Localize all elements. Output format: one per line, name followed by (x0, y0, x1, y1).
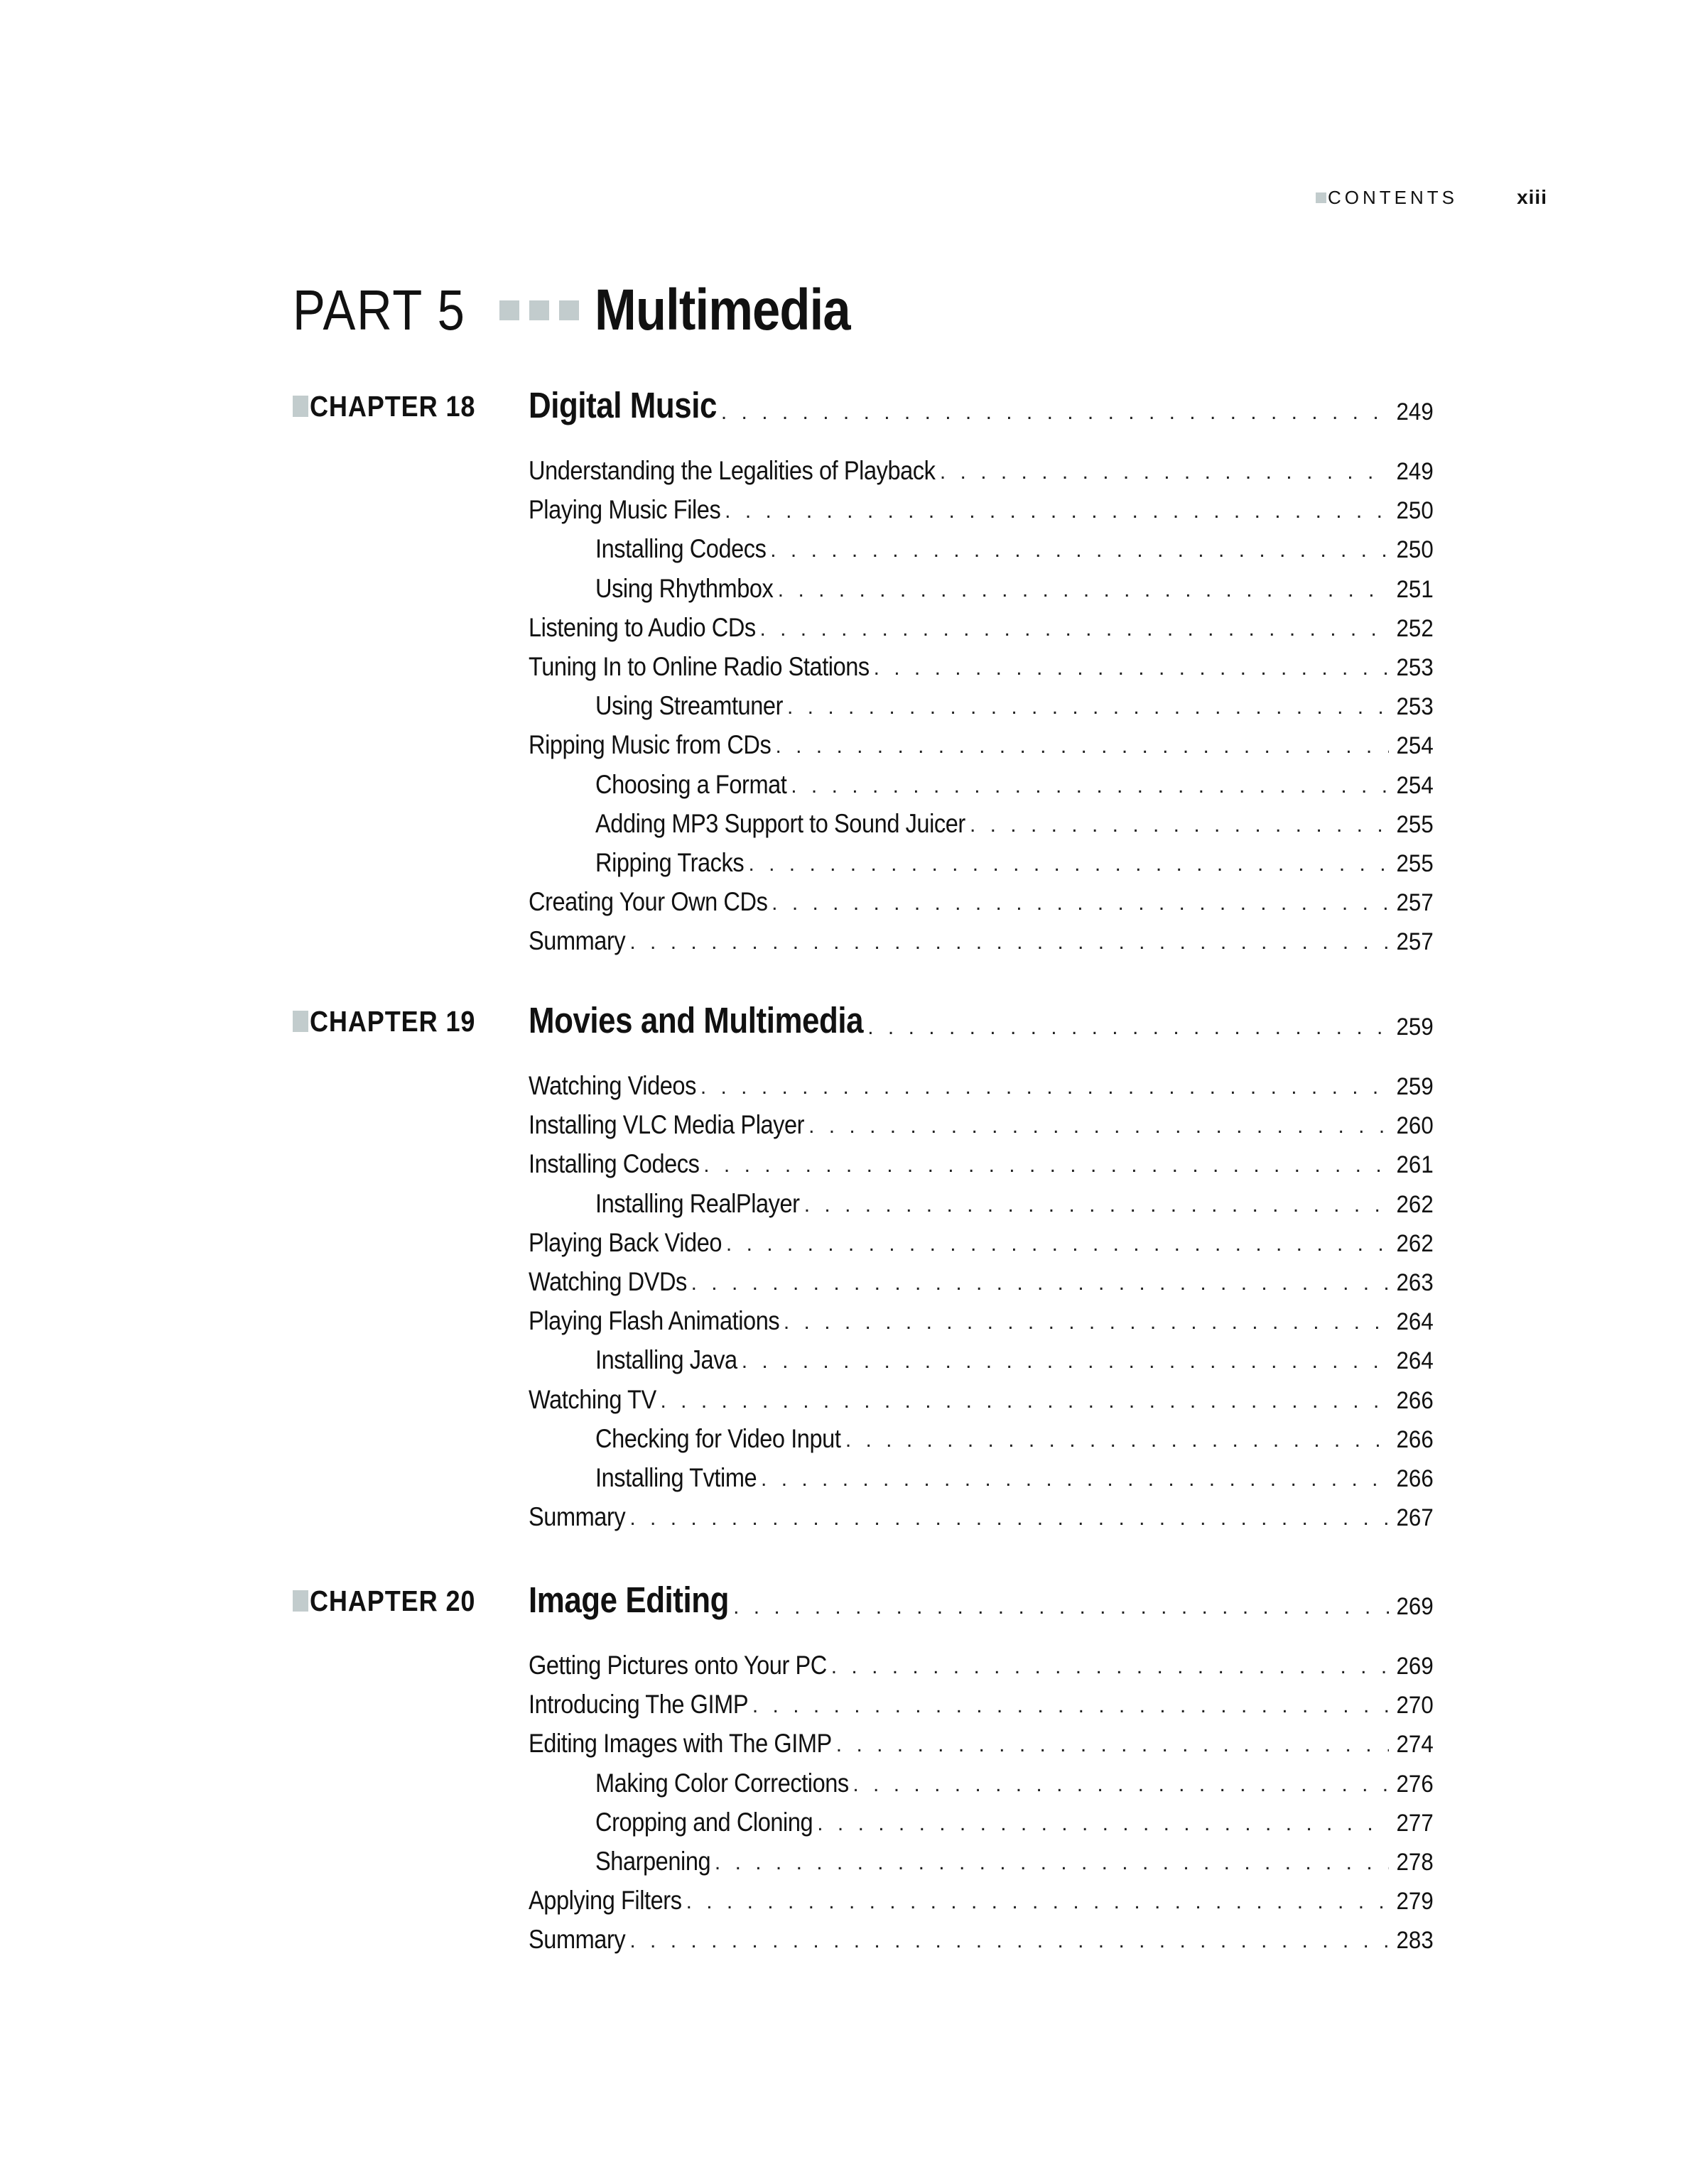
entry-page: 257 (1396, 889, 1434, 917)
chapter-number: CHAPTER 19 (310, 1004, 476, 1038)
entry-title: Watching DVDs (529, 1267, 687, 1296)
dot-leader (836, 1734, 1389, 1756)
entry-page: 276 (1396, 1770, 1434, 1798)
entry-title: Using Streamtuner (595, 691, 783, 721)
entry-page: 260 (1396, 1112, 1434, 1140)
toc-entry[interactable] (529, 1719, 1434, 1759)
entry-title: Installing VLC Media Player (529, 1110, 805, 1140)
chapter-square-icon (293, 1590, 308, 1612)
dot-leader (970, 815, 1389, 836)
dot-leader (940, 462, 1389, 483)
entry-title: Using Rhythmbox (595, 573, 774, 603)
toc-entry[interactable] (529, 1139, 1434, 1179)
entry-title: Playing Back Video (529, 1227, 722, 1257)
dot-leader (817, 1813, 1389, 1835)
dot-leader (791, 776, 1389, 797)
dot-leader (852, 1774, 1389, 1795)
entry-title: Watching Videos (529, 1071, 696, 1100)
dot-leader (700, 1077, 1389, 1098)
entry-page: 266 (1396, 1386, 1434, 1414)
dot-leader (752, 1695, 1389, 1717)
part-title: Multimedia (595, 278, 850, 342)
dot-leader (629, 1508, 1389, 1529)
entry-page: 249 (1396, 458, 1434, 485)
entry-title: Installing Codecs (595, 534, 767, 564)
entry-title: Sharpening (595, 1847, 711, 1876)
toc-subentry[interactable] (595, 1759, 1434, 1798)
chapter-title-row[interactable] (529, 386, 1434, 426)
entry-page: 266 (1396, 1465, 1434, 1492)
entry-page: 274 (1396, 1731, 1434, 1759)
entry-title: Creating Your Own CDs (529, 887, 768, 917)
entry-page: 278 (1396, 1849, 1434, 1876)
toc-entry[interactable] (529, 485, 1434, 525)
page-number: xiii (1517, 186, 1547, 208)
entry-page: 263 (1396, 1269, 1434, 1296)
entry-page: 267 (1396, 1504, 1434, 1532)
entry-page: 269 (1396, 1653, 1434, 1680)
dot-leader (867, 1017, 1389, 1038)
entry-page: 279 (1396, 1888, 1434, 1916)
entry-title: Editing Images with The GIMP (529, 1729, 832, 1759)
square-icon (529, 300, 549, 320)
entry-title: Installing Java (595, 1345, 737, 1375)
dot-leader (845, 1430, 1389, 1451)
dot-leader (629, 932, 1389, 953)
toc-subentry[interactable] (595, 838, 1434, 878)
toc-entry[interactable] (529, 1915, 1434, 1955)
part-squares-ornament (499, 300, 579, 320)
chapter-page: 249 (1396, 398, 1434, 425)
chapter-label (293, 1581, 498, 1621)
toc-entry[interactable] (529, 1680, 1434, 1720)
dot-leader (748, 854, 1389, 875)
toc-subentry[interactable] (595, 1453, 1434, 1493)
dot-leader (759, 619, 1389, 640)
entry-title: Checking for Video Input (595, 1423, 841, 1453)
toc-entry[interactable] (529, 1100, 1434, 1140)
entry-title: Summary (529, 1925, 626, 1955)
toc-subentry[interactable] (595, 1798, 1434, 1837)
entry-title: Applying Filters (529, 1886, 682, 1916)
toc-subentry[interactable] (595, 1414, 1434, 1454)
toc-entry[interactable] (529, 1641, 1434, 1680)
toc-subentry[interactable] (595, 799, 1434, 839)
toc-entry[interactable] (529, 1375, 1434, 1415)
dot-leader (742, 1351, 1390, 1372)
toc-entry[interactable] (529, 1061, 1434, 1101)
entry-page: 270 (1396, 1692, 1434, 1720)
entry-page: 254 (1396, 771, 1434, 799)
part-label: PART 5 (293, 278, 466, 342)
chapter-number: CHAPTER 18 (310, 389, 476, 423)
entry-page: 255 (1396, 810, 1434, 838)
toc-subentry[interactable] (595, 564, 1434, 604)
entry-title: Summary (529, 1502, 626, 1532)
square-icon (499, 300, 519, 320)
chapter-number: CHAPTER 20 (310, 1584, 476, 1617)
entry-page: 250 (1396, 497, 1434, 525)
dot-leader (874, 658, 1390, 679)
entry-title: Watching TV (529, 1384, 656, 1414)
entry-page: 262 (1396, 1229, 1434, 1257)
entry-page: 253 (1396, 693, 1434, 721)
entry-title: Introducing The GIMP (529, 1690, 749, 1720)
dot-leader (831, 1656, 1390, 1678)
toc-subentry[interactable] (595, 1179, 1434, 1219)
entry-page: 251 (1396, 575, 1434, 603)
entry-page: 255 (1396, 850, 1434, 877)
toc-entry[interactable] (529, 603, 1434, 643)
part-heading (293, 278, 892, 342)
dot-leader (778, 580, 1389, 601)
entry-page: 266 (1396, 1425, 1434, 1453)
toc-entry[interactable] (529, 877, 1434, 917)
toc-subentry[interactable] (595, 681, 1434, 721)
entry-title: Cropping and Cloning (595, 1807, 813, 1837)
entry-page: 264 (1396, 1308, 1434, 1336)
entry-page: 250 (1396, 536, 1434, 564)
dot-leader (770, 540, 1389, 561)
chapter-title: Image Editing (529, 1580, 729, 1620)
dot-leader (686, 1891, 1390, 1913)
toc-entry[interactable] (529, 1876, 1434, 1916)
toc-entry[interactable] (529, 446, 1434, 486)
entry-page: 254 (1396, 732, 1434, 760)
entry-title: Adding MP3 Support to Sound Juicer (595, 808, 965, 838)
header-square-icon (1316, 192, 1326, 203)
chapter-page: 259 (1396, 1014, 1434, 1041)
dot-leader (703, 1155, 1389, 1176)
entry-page: 277 (1396, 1809, 1434, 1837)
dot-leader (787, 697, 1389, 718)
chapter-square-icon (293, 1011, 308, 1032)
entry-title: Making Color Corrections (595, 1768, 849, 1798)
entry-title: Installing Tvtime (595, 1463, 757, 1492)
section-label: CONTENTS (1328, 186, 1458, 208)
toc-entry[interactable] (529, 1492, 1434, 1532)
toc-subentry[interactable] (595, 524, 1434, 564)
dot-leader (726, 1234, 1389, 1255)
toc-subentry[interactable] (595, 760, 1434, 800)
chapter-label (293, 1001, 498, 1041)
entry-page: 283 (1396, 1927, 1434, 1955)
entry-title: Ripping Music from CDs (529, 730, 772, 760)
chapter-title-row[interactable] (529, 1581, 1434, 1621)
dot-leader (775, 736, 1389, 757)
entry-title: Ripping Tracks (595, 848, 745, 877)
dot-leader (721, 402, 1389, 423)
entry-title: Summary (529, 926, 626, 956)
toc-subentry[interactable] (595, 1335, 1434, 1375)
entry-page: 257 (1396, 928, 1434, 956)
entry-page: 262 (1396, 1190, 1434, 1218)
dot-leader (629, 1930, 1389, 1952)
dot-leader (804, 1195, 1390, 1216)
entry-page: 264 (1396, 1347, 1434, 1375)
dot-leader (772, 893, 1389, 914)
dot-leader (715, 1852, 1389, 1874)
chapter-page: 269 (1396, 1593, 1434, 1620)
dot-leader (784, 1312, 1389, 1333)
toc-entry[interactable] (529, 1218, 1434, 1258)
entry-title: Getting Pictures onto Your PC (529, 1651, 827, 1680)
entry-title: Choosing a Format (595, 769, 787, 799)
entry-title: Installing RealPlayer (595, 1188, 800, 1218)
entry-title: Tuning In to Online Radio Stations (529, 652, 870, 681)
entry-page: 261 (1396, 1151, 1434, 1179)
dot-leader (691, 1273, 1390, 1294)
toc-entry[interactable] (529, 1296, 1434, 1336)
dot-leader (733, 1597, 1389, 1618)
entry-title: Installing Codecs (529, 1149, 700, 1179)
chapter-label (293, 386, 498, 426)
entry-title: Listening to Audio CDs (529, 612, 756, 642)
chapter-square-icon (293, 396, 308, 417)
entry-title: Understanding the Legalities of Playback (529, 456, 936, 485)
entry-title: Playing Flash Animations (529, 1306, 780, 1336)
dot-leader (761, 1469, 1389, 1490)
toc-entry[interactable] (529, 1257, 1434, 1297)
entry-page: 259 (1396, 1073, 1434, 1100)
running-header (1316, 186, 1547, 209)
entry-title: Playing Music Files (529, 495, 721, 525)
toc-entry[interactable] (529, 720, 1434, 760)
entry-page: 252 (1396, 614, 1434, 642)
toc-subentry[interactable] (595, 1837, 1434, 1876)
dot-leader (808, 1116, 1389, 1137)
chapter-title-row[interactable] (529, 1001, 1434, 1041)
toc-entry[interactable] (529, 916, 1434, 956)
chapter-title: Movies and Multimedia (529, 1000, 864, 1041)
entry-page: 253 (1396, 654, 1434, 681)
dot-leader (661, 1391, 1390, 1412)
square-icon (559, 300, 579, 320)
dot-leader (725, 501, 1389, 522)
chapter-title: Digital Music (529, 385, 717, 425)
toc-entry[interactable] (529, 642, 1434, 682)
